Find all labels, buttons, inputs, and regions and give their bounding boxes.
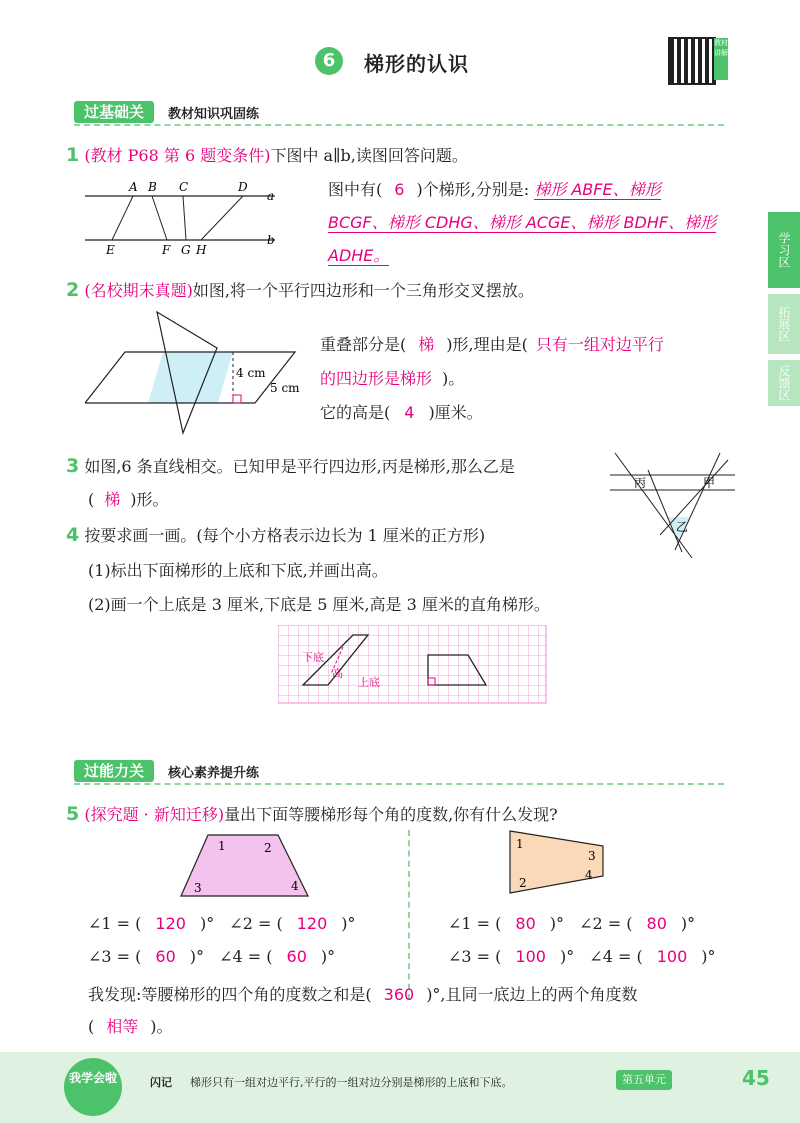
svg-text:1: 1 <box>516 837 524 851</box>
unit-badge: 第五单元 <box>616 1070 672 1090</box>
svg-text:a: a <box>267 189 275 203</box>
svg-text:D: D <box>238 180 248 194</box>
section-tag: 过能力关 <box>74 760 154 782</box>
page-number: 45 <box>742 1066 770 1090</box>
svg-text:H: H <box>196 243 207 256</box>
question-1-answer-line3: ADHE。 <box>328 246 390 265</box>
angles-left-row1: ∠1 = ( 120 )° ∠2 = ( 120 )° <box>88 914 356 933</box>
six-lines-figure <box>610 450 740 560</box>
section-tag: 过基础关 <box>74 101 154 123</box>
question-2-answer-line2: 的四边形是梯形 )。 <box>320 369 465 388</box>
memo-tag: 闪记 <box>150 1076 172 1089</box>
svg-text:F: F <box>162 243 171 256</box>
question-4-part1: (1)标出下面梯形的上底和下底,并画出高。 <box>88 561 388 580</box>
question-2-answer-line3: 它的高是( 4 )厘米。 <box>320 403 483 422</box>
svg-text:2: 2 <box>264 841 272 855</box>
question-3-answer: ( 梯 )形。 <box>88 490 169 509</box>
divider <box>74 783 724 785</box>
side-tab-extend[interactable]: 拓展区 <box>768 294 800 354</box>
angles-right-row2: ∠3 = ( 100 )° ∠4 = ( 100 )° <box>448 947 716 966</box>
divider <box>74 124 724 126</box>
svg-text:C: C <box>179 180 189 194</box>
question-2-answer-line1: 重叠部分是( 梯 )形,理由是( 只有一组对边平行 <box>320 335 664 354</box>
isosceles-trapezoid-left <box>178 830 318 902</box>
parallel-lines-figure <box>80 178 290 256</box>
section-subtitle: 教材知识巩固练 <box>168 106 260 122</box>
question-1-answer-line1: 图中有( 6 )个梯形,分别是: 梯形 ABFE、梯形 <box>328 180 661 199</box>
question-4-part2: (2)画一个上底是 3 厘米,下底是 5 厘米,高是 3 厘米的直角梯形。 <box>88 595 550 614</box>
svg-text:2: 2 <box>519 876 527 890</box>
divider <box>408 830 410 1000</box>
question-3-stem: 3 如图,6 条直线相交。已知甲是平行四边形,丙是梯形,那么乙是 <box>66 455 515 477</box>
angles-right-row1: ∠1 = ( 80 )° ∠2 = ( 80 )° <box>448 914 696 933</box>
memo-text: 梯形只有一组对边平行,平行的一组对边分别是梯形的上底和下底。 <box>190 1076 513 1089</box>
svg-text:G: G <box>181 243 191 256</box>
section-basic-header <box>74 101 259 123</box>
qr-label: 教材讲解 <box>714 38 728 80</box>
qr-code-icon[interactable] <box>668 37 716 85</box>
parallelogram-triangle-figure <box>85 305 310 435</box>
svg-text:乙: 乙 <box>676 520 689 534</box>
svg-text:A: A <box>129 180 138 194</box>
side-tab-study[interactable]: 学习区 <box>768 212 800 288</box>
svg-text:4: 4 <box>291 879 299 893</box>
svg-text:下底: 下底 <box>302 651 324 664</box>
mascot-badge: 我学会啦 <box>64 1058 122 1116</box>
finding-line2: ( 相等 )。 <box>88 1017 173 1036</box>
question-2-stem: 2 (名校期末真题)如图,将一个平行四边形和一个三角形交叉摆放。 <box>66 279 534 301</box>
svg-text:b: b <box>267 233 275 247</box>
svg-text:1: 1 <box>218 839 226 853</box>
svg-text:3: 3 <box>194 881 202 895</box>
svg-text:E: E <box>106 243 115 256</box>
svg-text:甲: 甲 <box>703 476 716 490</box>
svg-text:B: B <box>148 180 157 194</box>
svg-text:5 cm: 5 cm <box>270 381 300 395</box>
svg-text:丙: 丙 <box>634 476 647 490</box>
angles-left-row2: ∠3 = ( 60 )° ∠4 = ( 60 )° <box>88 947 336 966</box>
finding-line1: 我发现:等腰梯形的四个角的度数之和是( 360 )°,且同一底边上的两个角度数 <box>88 985 638 1004</box>
isosceles-trapezoid-right <box>505 828 615 898</box>
svg-text:高: 高 <box>332 667 343 680</box>
question-4-stem: 4 按要求画一画。(每个小方格表示边长为 1 厘米的正方形) <box>66 524 486 546</box>
question-5-stem: 5 (探究题 · 新知迁移)量出下面等腰梯形每个角的度数,你有什么发现? <box>66 803 558 825</box>
drawing-grid[interactable] <box>278 625 548 705</box>
side-tab-feedback[interactable]: 反馈区 <box>768 360 800 406</box>
page-title: 梯形的认识 <box>364 52 469 76</box>
question-1-stem: 1 (教材 P68 第 6 题变条件)下图中 a∥b,读图回答问题。 <box>66 144 468 166</box>
question-1-answer-line2: BCGF、梯形 CDHG、梯形 ACGE、梯形 BDHF、梯形 <box>328 213 717 232</box>
svg-text:上底: 上底 <box>358 676 380 689</box>
svg-text:3: 3 <box>588 849 596 863</box>
section-subtitle: 核心素养提升练 <box>168 765 260 781</box>
section-number-badge: 6 <box>315 47 343 75</box>
svg-text:4 cm: 4 cm <box>236 366 266 380</box>
svg-text:4: 4 <box>585 868 593 882</box>
section-ability-header <box>74 760 259 782</box>
